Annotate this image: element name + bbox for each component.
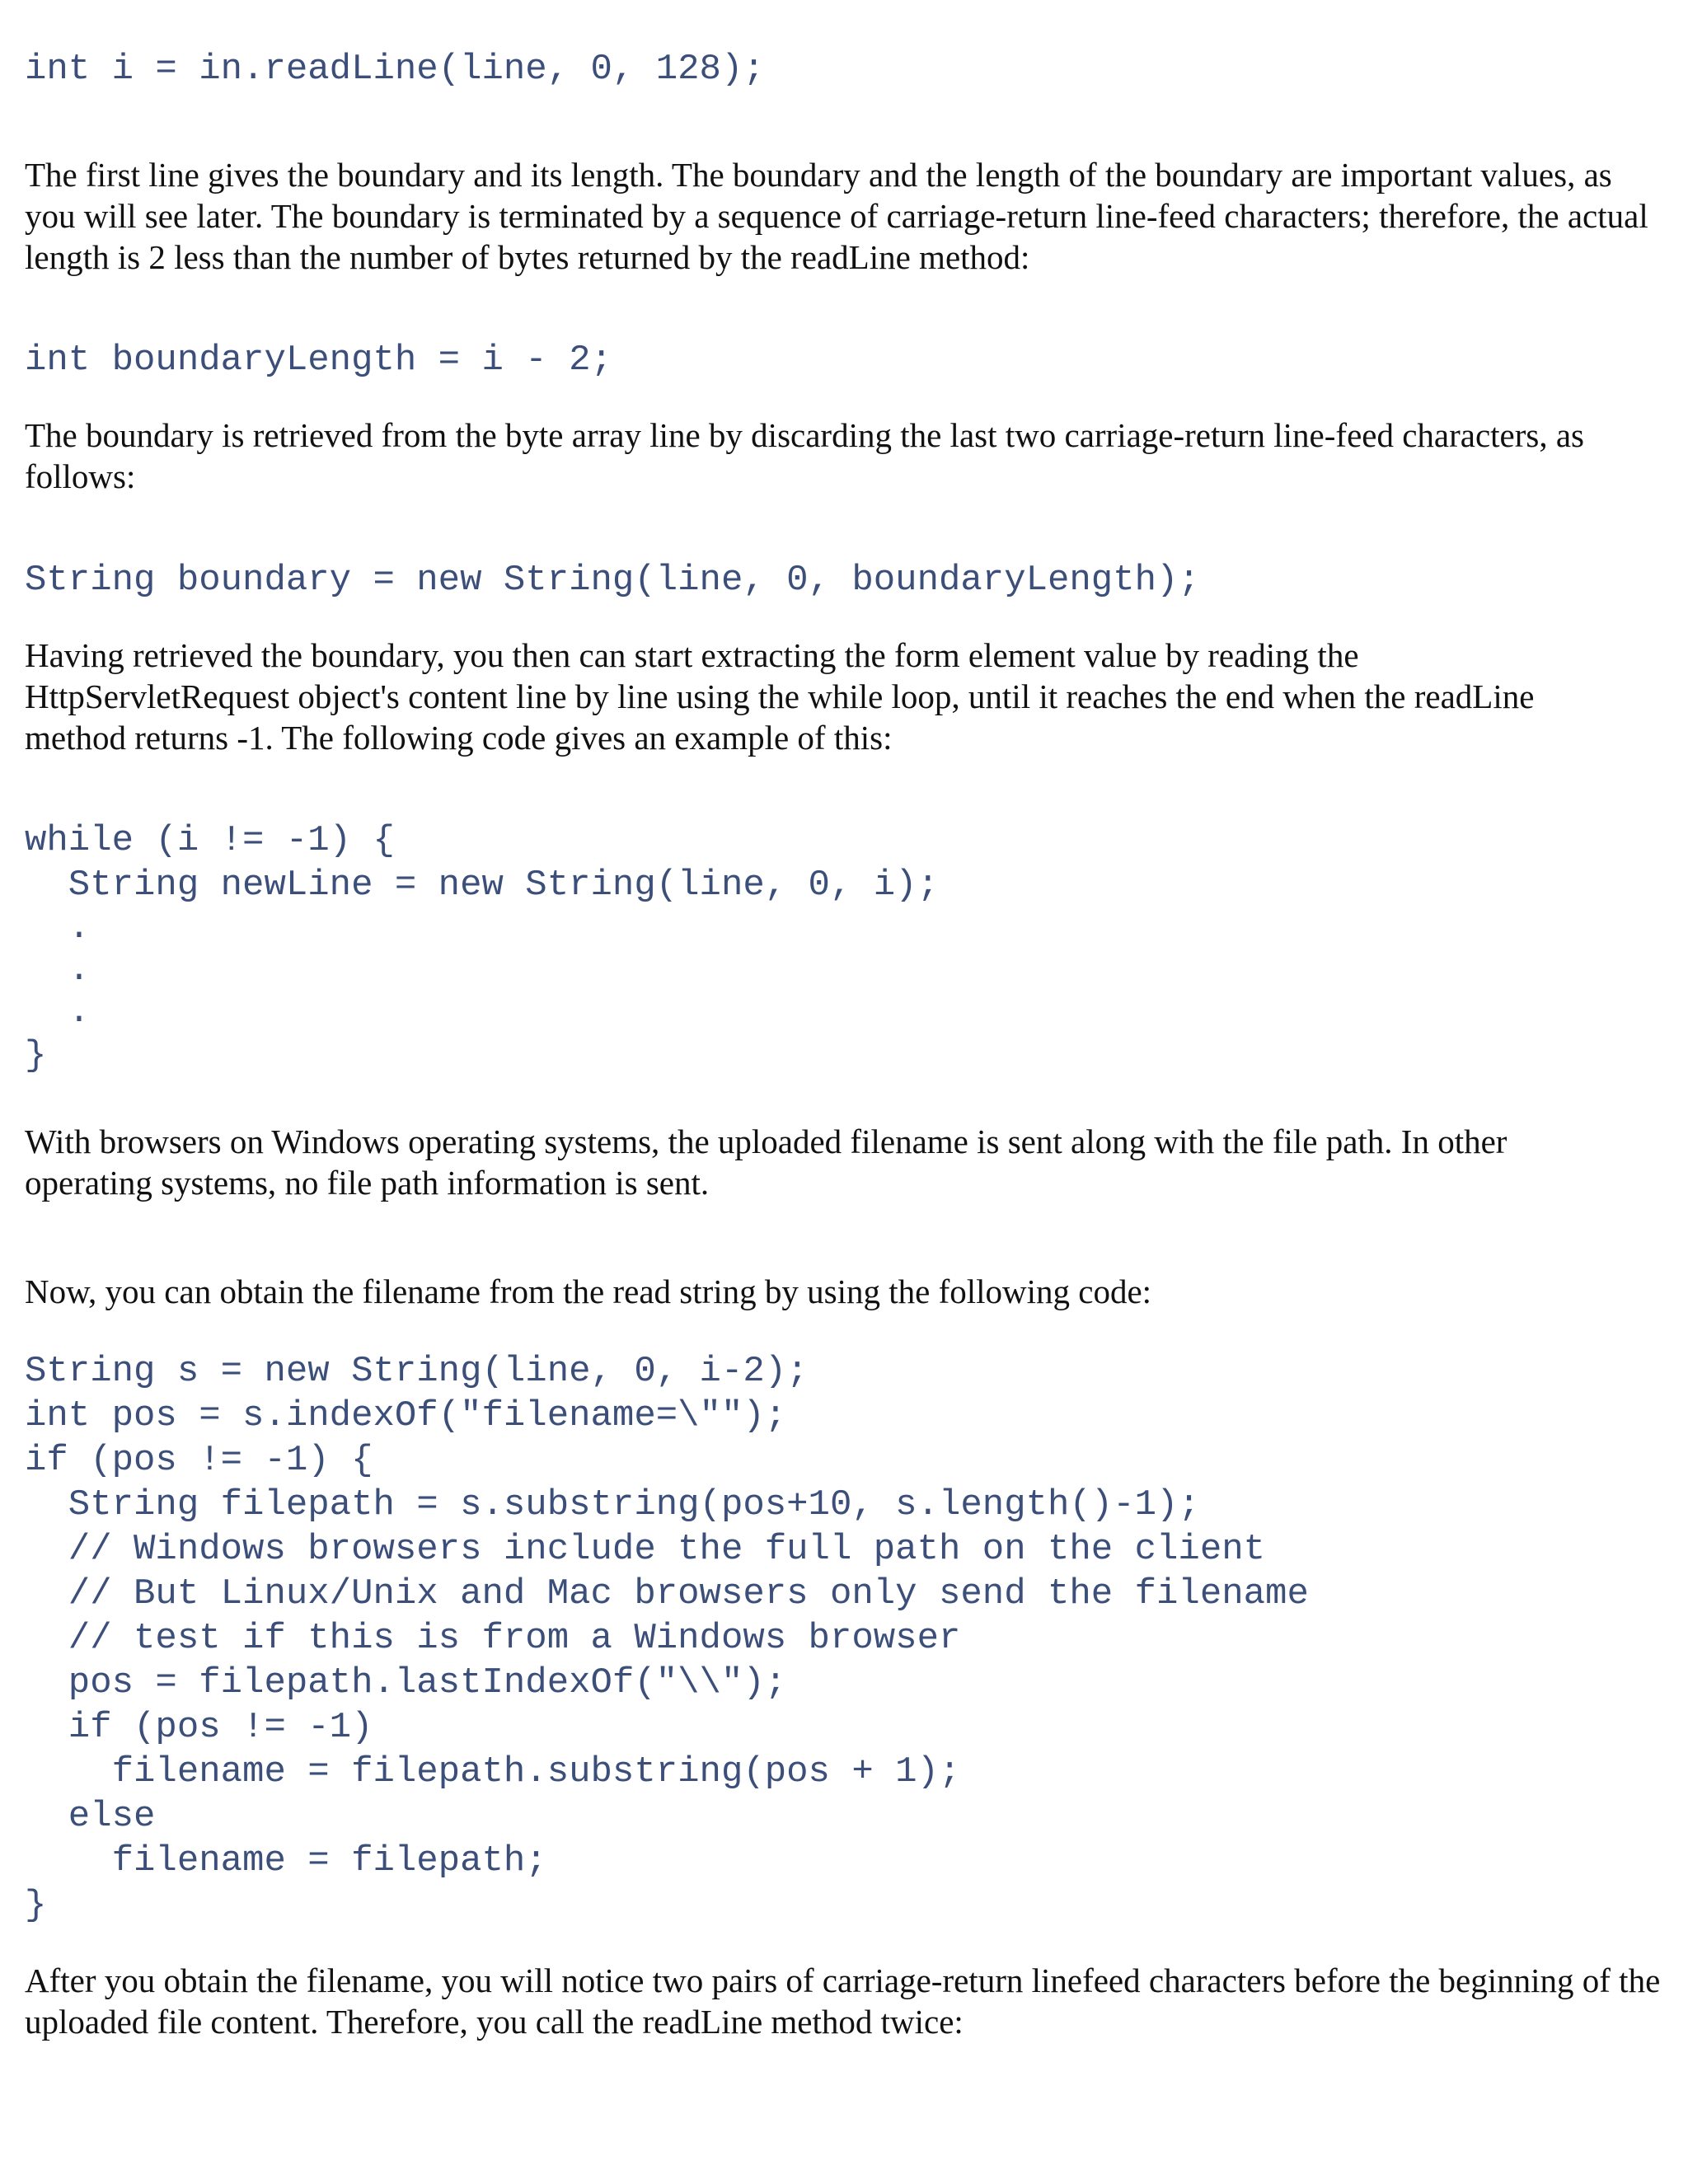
code-line: String filepath = s.substring(pos+10, s.length()-1);	[25, 1484, 1200, 1526]
code-ellipsis-dot: .	[25, 949, 91, 991]
code-filename-block	[25, 1349, 1309, 1928]
code-line: while (i != -1) {	[25, 820, 395, 861]
code-line: String s = new String(line, 0, i-2);	[25, 1351, 809, 1392]
code-line: }	[25, 1035, 47, 1076]
code-boundary-length: int boundaryLength = i - 2;	[25, 340, 612, 381]
code-line: String newLine = new String(line, 0, i);	[25, 865, 939, 906]
code-line: // But Linux/Unix and Mac browsers only send the filename	[25, 1573, 1309, 1615]
paragraph-boundary-retrieved: The boundary is retrieved from the byte array line by discarding the last two carriage-return line-feed characters, as follows:	[25, 416, 1585, 495]
code-line: // Windows browsers include the full path on the client	[25, 1529, 1266, 1570]
code-line: filename = filepath;	[25, 1840, 547, 1882]
paragraph-windows: With browsers on Windows operating systems, the uploaded filename is sent along with the file path. In other operating systems, no file path information is sent.	[25, 1122, 1507, 1202]
code-line: // test if this is from a Windows browser	[25, 1618, 961, 1659]
code-line: }	[25, 1885, 47, 1926]
code-readline: int i = in.readLine(line, 0, 128);	[25, 49, 765, 90]
code-line: if (pos != -1)	[25, 1707, 373, 1748]
paragraph-after: After you obtain the filename, you will notice two pairs of carriage-return linefeed characters before the beginning of the uploaded file content. Therefore, you call the readLine method twice:	[25, 1961, 1661, 2041]
code-line: if (pos != -1) {	[25, 1440, 373, 1481]
paragraph-having-retrieved: Having retrieved the boundary, you then can start extracting the form element value by reading the HttpServletRequest object's content line by line using the while loop, until it reaches the end when the readLine method returns -1. The following code gives an example of this:	[25, 636, 1535, 757]
code-line: else	[25, 1796, 156, 1837]
code-boundary-string: String boundary = new String(line, 0, boundaryLength);	[25, 560, 1200, 601]
code-line: int pos = s.indexOf("filename=\"");	[25, 1395, 787, 1436]
code-ellipsis-dot: .	[25, 991, 91, 1033]
code-ellipsis-dot: .	[25, 907, 91, 949]
paragraph-now: Now, you can obtain the filename from the read string by using the following code:	[25, 1272, 1152, 1310]
code-while-block	[25, 818, 939, 1078]
code-line: pos = filepath.lastIndexOf("\\");	[25, 1662, 787, 1704]
code-line: filename = filepath.substring(pos + 1);	[25, 1751, 961, 1793]
paragraph-first-line: The first line gives the boundary and its length. The boundary and the length of the boundary are important values, as you will see later. The boundary is terminated by a sequence of carriage-return line-feed characters; therefore, the actual length is 2 less than the number of bytes returned by the readLine method:	[25, 156, 1648, 276]
